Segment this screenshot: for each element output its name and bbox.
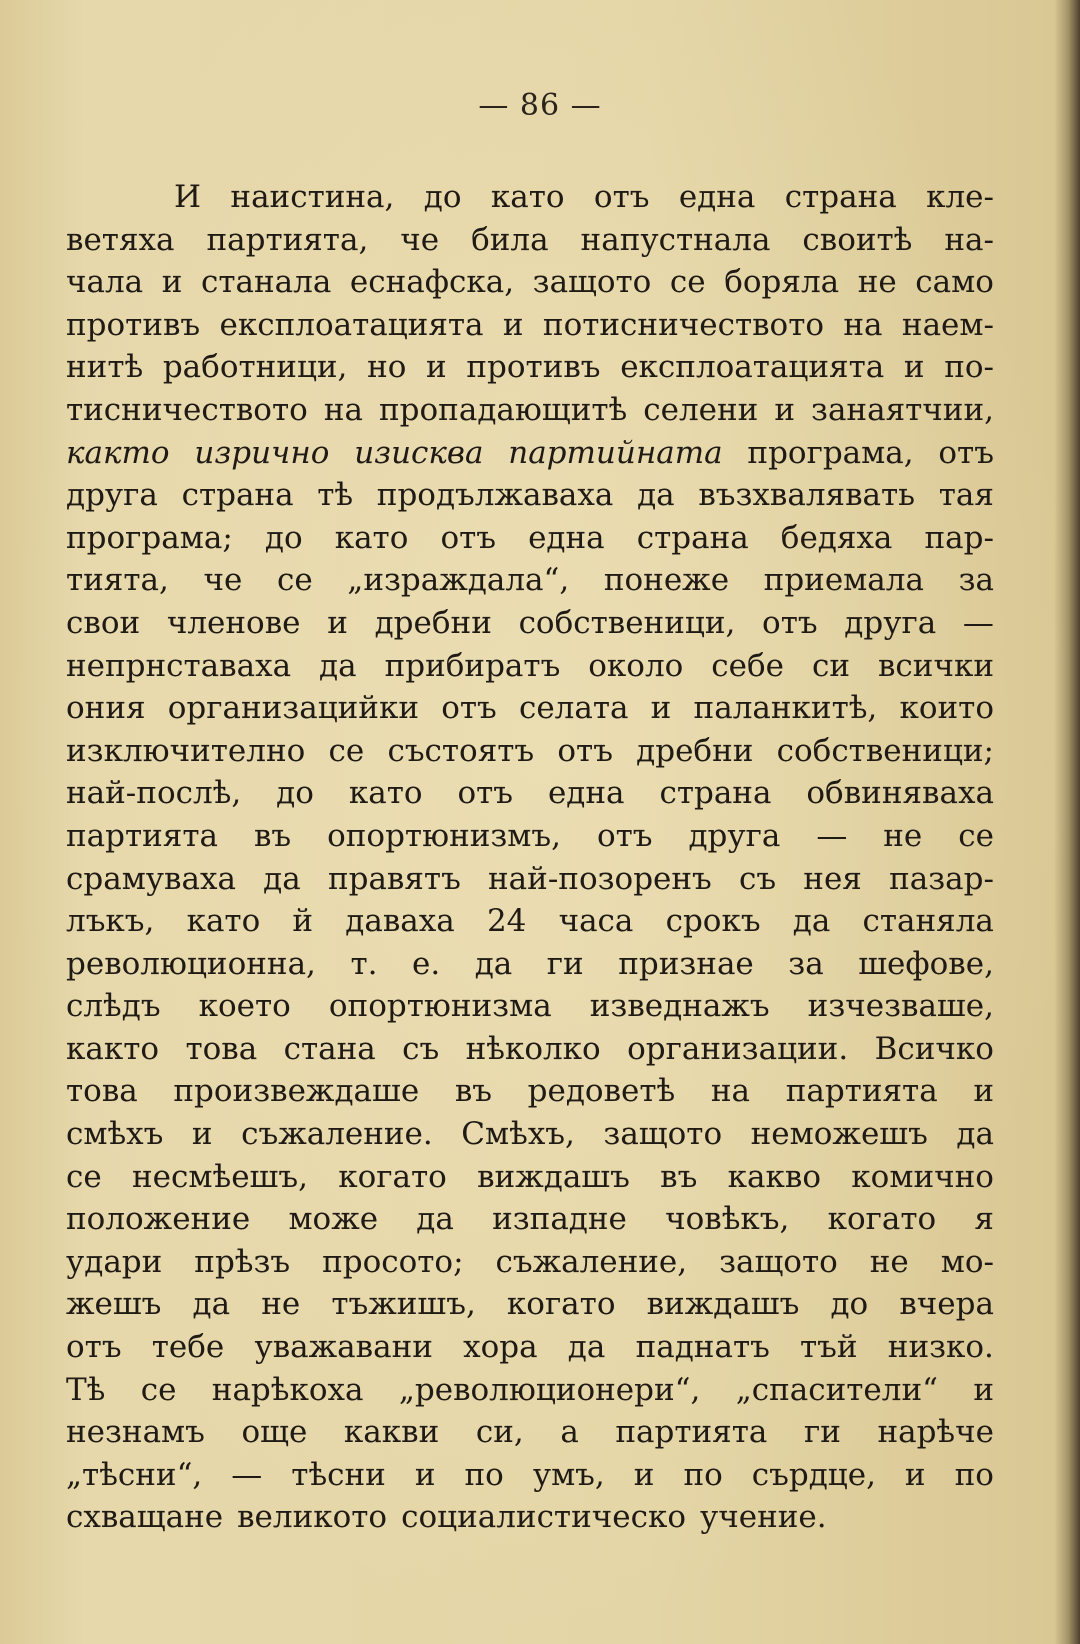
word: правятъ xyxy=(327,860,461,897)
word: 24 xyxy=(486,903,527,940)
word: уважавани xyxy=(254,1329,433,1366)
word: на- xyxy=(944,221,994,258)
word: й xyxy=(292,903,314,940)
word: когато xyxy=(827,1201,937,1238)
word: изведнажъ xyxy=(589,988,770,1025)
text-line xyxy=(66,1241,994,1284)
word: своитѣ xyxy=(802,221,913,258)
text-line xyxy=(66,432,994,475)
word: понеже xyxy=(603,562,730,599)
word: низко. xyxy=(887,1329,994,1366)
word: което xyxy=(198,988,291,1025)
word: друга xyxy=(66,477,158,514)
word: защото xyxy=(603,1116,723,1153)
word: да xyxy=(637,477,675,514)
word: приемала xyxy=(763,562,924,599)
text-line xyxy=(66,1113,994,1156)
word: страна xyxy=(784,179,897,215)
word: е. xyxy=(411,945,441,982)
text-line xyxy=(66,1070,994,1113)
word: изпадне xyxy=(492,1201,627,1238)
word: удари xyxy=(66,1243,163,1280)
word: като xyxy=(334,519,409,556)
word: и xyxy=(973,1073,994,1110)
word: но xyxy=(367,349,407,386)
word: комично xyxy=(851,1158,994,1195)
word: не xyxy=(857,264,897,301)
word: и xyxy=(191,1116,213,1153)
text-line xyxy=(66,176,994,219)
word: да xyxy=(474,945,513,982)
word: си, xyxy=(475,1414,524,1451)
word: боряла xyxy=(724,264,840,301)
text-line xyxy=(66,1369,994,1412)
word: непрнставаха xyxy=(66,647,292,684)
word: мо- xyxy=(940,1243,994,1280)
word: изчезваше, xyxy=(807,988,994,1025)
word: занаятчии, xyxy=(811,391,994,428)
word: партията xyxy=(66,817,218,854)
word: партията xyxy=(785,1073,938,1110)
word: — xyxy=(231,1456,263,1493)
text-line xyxy=(66,1156,994,1199)
word: една xyxy=(528,519,605,556)
word: чала xyxy=(66,264,144,301)
word: продължаваха xyxy=(376,477,614,514)
word: станала xyxy=(200,264,332,301)
word: до xyxy=(830,1286,869,1323)
page-edge-shadow xyxy=(1054,0,1080,1644)
word: нарѣче xyxy=(877,1414,994,1451)
word: всички xyxy=(877,647,994,684)
word: да xyxy=(263,860,301,897)
word: на xyxy=(323,391,363,428)
word: друга xyxy=(844,604,937,641)
word: тъй xyxy=(800,1329,858,1366)
word: друга xyxy=(688,817,781,854)
word: ги xyxy=(546,945,584,982)
word: неможешъ xyxy=(750,1116,928,1153)
word: изключително xyxy=(66,732,306,769)
word: съжаление, xyxy=(495,1243,688,1280)
word: защото xyxy=(532,264,652,301)
word: т. xyxy=(350,945,378,982)
word: Тѣ xyxy=(66,1371,106,1408)
word: да xyxy=(792,903,831,940)
word: както xyxy=(66,1030,160,1067)
word: собственици, xyxy=(518,604,736,641)
word: не xyxy=(261,1286,301,1323)
word: и xyxy=(774,391,796,428)
word: противъ xyxy=(66,306,201,343)
text-line xyxy=(66,900,994,943)
word: ветяха xyxy=(66,221,175,258)
word: схващане xyxy=(66,1499,224,1536)
word: по xyxy=(954,1456,994,1493)
word: да xyxy=(956,1116,994,1153)
word: Смѣхъ, xyxy=(461,1116,575,1153)
word: още xyxy=(241,1414,308,1451)
text-line xyxy=(66,304,994,347)
word: не xyxy=(883,817,923,854)
word: около xyxy=(588,647,684,684)
word: се xyxy=(140,1371,177,1408)
word: не xyxy=(869,1243,909,1280)
word: по xyxy=(464,1456,504,1493)
word: една xyxy=(547,775,625,812)
word: станяла xyxy=(862,903,994,940)
word: и xyxy=(161,264,183,301)
word: отъ xyxy=(557,732,613,769)
text-line xyxy=(66,389,994,432)
word: членове xyxy=(166,604,301,641)
text-line xyxy=(66,730,994,773)
word: свои xyxy=(66,604,141,641)
word: а xyxy=(560,1414,579,1451)
word: умъ, xyxy=(532,1456,605,1493)
word: въ xyxy=(454,1073,493,1110)
word: пазар- xyxy=(889,860,994,897)
word: тѣсни xyxy=(291,1456,386,1493)
word: до xyxy=(264,519,303,556)
word: виждашъ xyxy=(477,1158,630,1195)
word: ония xyxy=(66,690,146,727)
word: най-позоренъ xyxy=(488,860,712,897)
word: съ xyxy=(402,1030,440,1067)
text-line xyxy=(66,261,994,304)
word: да xyxy=(567,1329,606,1366)
word: и xyxy=(327,604,348,641)
word: по xyxy=(683,1456,723,1493)
word: съ xyxy=(738,860,777,897)
word: ги xyxy=(803,1414,841,1451)
word: човѣкъ, xyxy=(665,1201,790,1238)
word: програма; xyxy=(66,519,233,556)
word: я xyxy=(974,1201,994,1238)
word: революционна, xyxy=(66,945,316,982)
word: стана xyxy=(283,1030,376,1067)
word: виждашъ xyxy=(646,1286,800,1323)
word: прибиратъ xyxy=(384,647,561,684)
word: най-послѣ, xyxy=(66,775,242,812)
text-line xyxy=(66,602,994,645)
paragraph-text xyxy=(66,176,994,1539)
word: състоятъ xyxy=(387,732,535,769)
text-line xyxy=(66,943,994,986)
word: великото xyxy=(237,1499,388,1536)
word: редоветѣ xyxy=(527,1073,676,1110)
word: това xyxy=(66,1073,138,1110)
word: нея xyxy=(803,860,862,897)
word: И xyxy=(174,179,202,215)
text-line xyxy=(66,772,994,815)
word: и xyxy=(973,1371,994,1408)
word: и xyxy=(502,306,524,343)
word: била xyxy=(471,221,549,258)
word: както xyxy=(66,434,170,471)
word: се xyxy=(66,1158,102,1195)
word: отъ xyxy=(66,1329,122,1366)
word: партията, xyxy=(206,221,369,258)
word: които xyxy=(899,690,994,727)
word: до xyxy=(276,775,314,812)
word: и xyxy=(426,349,447,386)
word: нарѣкоха xyxy=(211,1371,364,1408)
word: експлоатацията xyxy=(620,349,885,386)
text-line xyxy=(66,1326,994,1369)
word: опортюнизмъ, xyxy=(327,817,561,854)
word: отъ xyxy=(440,519,496,556)
word: като xyxy=(186,903,261,940)
word: нѣколко xyxy=(465,1030,601,1067)
word: несмѣешъ, xyxy=(132,1158,308,1195)
word: тъжишъ, xyxy=(331,1286,476,1323)
word: просото; xyxy=(322,1243,464,1280)
word: срокъ xyxy=(665,903,761,940)
word: вчера xyxy=(899,1286,994,1323)
word: опортюнизма xyxy=(328,988,552,1025)
text-line xyxy=(66,1283,994,1326)
word: организацийки xyxy=(167,690,419,727)
text-line xyxy=(66,1028,994,1071)
word: еснафска, xyxy=(349,264,515,301)
word: да xyxy=(319,647,357,684)
text-line xyxy=(66,1454,994,1497)
text-line xyxy=(66,474,994,517)
word: че xyxy=(400,221,440,258)
word: да xyxy=(192,1286,231,1323)
word: социалистическо xyxy=(401,1499,686,1536)
word: наем- xyxy=(901,306,994,343)
word: когато xyxy=(338,1158,447,1195)
word: се xyxy=(958,817,994,854)
word: дребни xyxy=(374,604,492,641)
word: и xyxy=(903,349,925,386)
word: селата xyxy=(518,690,629,727)
word: лъкъ, xyxy=(66,903,155,940)
text-line xyxy=(66,1411,994,1454)
word: се xyxy=(328,732,365,769)
word: „израждала“, xyxy=(347,562,570,599)
word: съжаление. xyxy=(241,1116,433,1153)
word: прѣзъ xyxy=(194,1243,291,1280)
text-line xyxy=(66,219,994,262)
word: страна xyxy=(659,775,772,812)
word: изрично xyxy=(194,434,330,471)
word: се xyxy=(669,264,706,301)
word: „тѣсни“, xyxy=(66,1456,203,1493)
text-line xyxy=(66,858,994,901)
word: може xyxy=(288,1201,379,1238)
word: като xyxy=(348,775,423,812)
word: отъ xyxy=(441,690,497,727)
word: собственици; xyxy=(776,732,994,769)
word: страна xyxy=(181,477,294,514)
word: Всичко xyxy=(874,1030,994,1067)
text-line xyxy=(66,645,994,688)
word: паланкитѣ, xyxy=(693,690,878,727)
word: какви xyxy=(343,1414,440,1451)
word: пар- xyxy=(924,519,994,556)
word: и xyxy=(904,1456,926,1493)
word: и xyxy=(414,1456,436,1493)
word: часа xyxy=(558,903,634,940)
word: жешъ xyxy=(66,1286,162,1323)
word: въ xyxy=(253,817,292,854)
word: даваха xyxy=(345,903,455,940)
word: слѣдъ xyxy=(66,988,161,1025)
word: изисква xyxy=(354,434,484,471)
word: „революционери“, xyxy=(398,1371,701,1408)
word: експлоатацията xyxy=(219,306,484,343)
word: пропадающитѣ xyxy=(379,391,628,428)
word: тѣ xyxy=(317,477,354,514)
word: признае xyxy=(618,945,754,982)
word: до xyxy=(423,179,462,215)
word: да xyxy=(416,1201,454,1238)
word: смѣхъ xyxy=(66,1116,164,1153)
word: — xyxy=(962,604,994,641)
word: тебе xyxy=(151,1329,225,1366)
text-line xyxy=(66,1198,994,1241)
word: по- xyxy=(944,349,994,386)
word: шефове, xyxy=(858,945,994,982)
word: какво xyxy=(727,1158,821,1195)
word: и xyxy=(650,690,672,727)
text-line xyxy=(66,687,994,730)
word: на xyxy=(710,1073,751,1110)
word: страна xyxy=(636,519,749,556)
word: тисничеството xyxy=(66,391,308,428)
word: „спасители“ xyxy=(735,1371,938,1408)
word: отъ xyxy=(596,817,653,854)
word: за xyxy=(788,945,824,982)
text-line xyxy=(66,1496,994,1539)
word: срамуваха xyxy=(66,860,236,897)
text-line xyxy=(66,815,994,858)
word: положение xyxy=(66,1201,251,1238)
text-line xyxy=(66,346,994,389)
word: се xyxy=(276,562,313,599)
word: отъ xyxy=(938,434,994,471)
word: отъ xyxy=(593,179,650,215)
word: си xyxy=(811,647,851,684)
word: — xyxy=(816,817,848,854)
text-line xyxy=(66,517,994,560)
word: като xyxy=(490,179,565,215)
word: сърдце, xyxy=(751,1456,876,1493)
word: въ xyxy=(660,1158,698,1195)
word: партийната xyxy=(508,434,723,471)
word: програма, xyxy=(747,434,914,471)
text-line xyxy=(66,985,994,1028)
word: бедяха xyxy=(780,519,893,556)
word: възхвалявать xyxy=(698,477,916,514)
word: потисничеството xyxy=(542,306,825,343)
word: обвиняваха xyxy=(806,775,994,812)
word: тията, xyxy=(66,562,169,599)
word: че xyxy=(203,562,243,599)
word: произвеждаше xyxy=(173,1073,420,1110)
word: отъ xyxy=(762,604,818,641)
word: когато xyxy=(506,1286,616,1323)
word: организации. xyxy=(627,1030,849,1067)
word: наистина, xyxy=(230,179,395,215)
word: защото xyxy=(719,1243,838,1280)
word: напустнала xyxy=(580,221,771,258)
word: работници, xyxy=(162,349,348,386)
word: паднатъ xyxy=(635,1329,770,1366)
text-line xyxy=(66,559,994,602)
word: това xyxy=(185,1030,258,1067)
word: отъ xyxy=(457,775,514,812)
word: селени xyxy=(643,391,759,428)
page-number: — 86 — xyxy=(478,88,602,123)
word: партията xyxy=(615,1414,768,1451)
word: нитѣ xyxy=(66,349,144,386)
word: една xyxy=(678,179,756,215)
word: противъ xyxy=(466,349,601,386)
word: учение. xyxy=(699,1499,827,1536)
word: дребни xyxy=(636,732,754,769)
word: хора xyxy=(463,1329,538,1366)
word: за xyxy=(958,562,994,599)
word: само xyxy=(915,264,994,301)
word: кле- xyxy=(926,179,994,215)
word: на xyxy=(843,306,883,343)
word: незнамъ xyxy=(66,1414,205,1451)
word: себе xyxy=(711,647,785,684)
word: и xyxy=(633,1456,655,1493)
word: тая xyxy=(938,477,994,514)
